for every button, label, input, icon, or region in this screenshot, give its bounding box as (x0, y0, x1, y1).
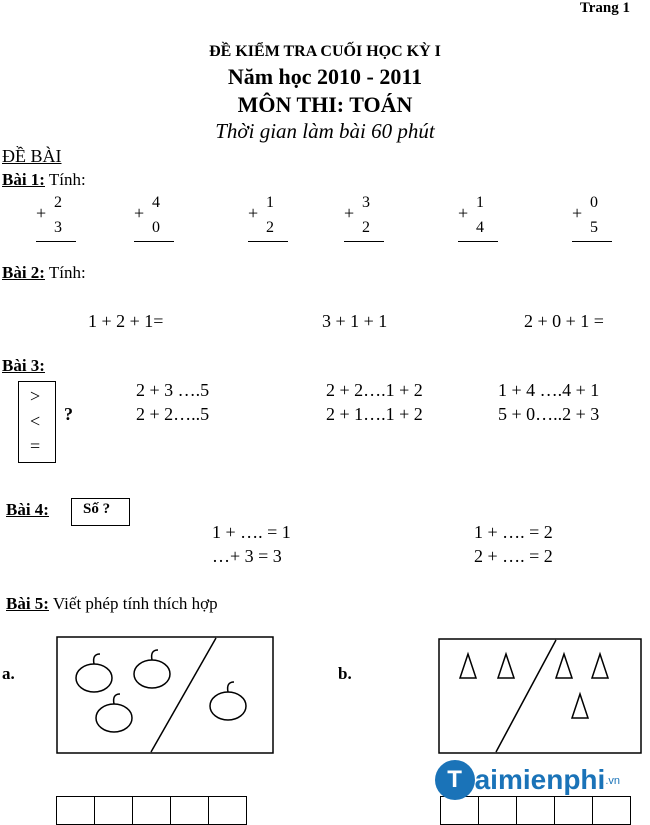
answer-cell[interactable] (171, 797, 209, 824)
bai2-expression-2: 3 + 1 + 1 (322, 311, 388, 331)
exam-title: ĐỀ KIỂM TRA CUỐI HỌC KỲ I (209, 43, 441, 60)
answer-cell[interactable] (441, 797, 479, 824)
bai5-instruction: Viết phép tính thích hợp (48, 594, 218, 613)
bai2-expression-1: 1 + 2 + 1= (88, 311, 164, 331)
addend-bottom: 5 (590, 219, 598, 236)
sum-line (572, 241, 612, 242)
plus-sign: + (248, 203, 259, 223)
bai2-label: Bài 2: (2, 263, 45, 282)
bai1-label: Bài 1: (2, 170, 45, 189)
symbol-equal: = (30, 436, 41, 456)
bai3-row1-col2: 2 + 2….1 + 2 (326, 380, 423, 400)
answer-cell[interactable] (517, 797, 555, 824)
plus-sign: + (344, 203, 355, 223)
sum-line (134, 241, 174, 242)
plus-sign: + (458, 203, 469, 223)
addend-top: 1 (266, 194, 274, 211)
answer-boxes-b[interactable] (440, 796, 631, 825)
bai3-question-mark: ? (64, 404, 73, 424)
addend-top: 1 (476, 194, 484, 211)
bai3-heading (2, 356, 45, 376)
bai3-row1-col3: 1 + 4 ….4 + 1 (498, 380, 600, 400)
time-limit: Thời gian làm bài 60 phút (215, 119, 435, 143)
addend-bottom: 0 (152, 219, 160, 236)
section-title: ĐỀ BÀI (2, 146, 62, 166)
triangle-icon (592, 654, 608, 678)
plus-sign: + (36, 203, 47, 223)
answer-cell[interactable] (95, 797, 133, 824)
sum-line (344, 241, 384, 242)
bai3-row2-col1: 2 + 2…..5 (136, 404, 210, 424)
sum-line (458, 241, 498, 242)
sum-line (36, 241, 76, 242)
bai5-heading (6, 594, 218, 614)
logo-text: aimienphi (474, 764, 606, 795)
bai2-heading (2, 263, 86, 283)
picture-a-frame (57, 637, 273, 753)
triangle-icon (556, 654, 572, 678)
bai2-expression-3: 2 + 0 + 1 = (524, 311, 604, 331)
apple-icon (210, 682, 246, 720)
picture-b-triangles (438, 638, 644, 756)
apple-icon (96, 694, 132, 732)
bai4-left-1: 1 + …. = 1 (212, 522, 291, 542)
bai5-label: Bài 5: (6, 594, 49, 613)
symbol-less: < (30, 411, 41, 431)
bai3-label: Bài 3: (2, 356, 45, 375)
triangle-icon (572, 694, 588, 718)
bai4-left-2: …+ 3 = 3 (212, 546, 282, 566)
apple-icon (134, 650, 170, 688)
triangle-icon (498, 654, 514, 678)
addend-bottom: 2 (362, 219, 370, 236)
part-a-label: a. (2, 664, 15, 683)
addend-bottom: 2 (266, 219, 274, 236)
bai3-row2-col2: 2 + 1….1 + 2 (326, 404, 423, 424)
answer-boxes-a[interactable] (56, 796, 247, 825)
picture-a-apples (56, 636, 276, 756)
addend-top: 2 (54, 194, 62, 211)
answer-cell[interactable] (57, 797, 95, 824)
symbol-greater: > (30, 386, 41, 406)
plus-sign: + (572, 203, 583, 223)
page-number: Trang 1 (579, 0, 630, 16)
answer-cell[interactable] (133, 797, 171, 824)
plus-sign: + (134, 203, 145, 223)
answer-cell[interactable] (479, 797, 517, 824)
addend-top: 4 (152, 194, 160, 211)
bai4-box-text: Số ? (83, 501, 111, 517)
bai4-right-1: 1 + …. = 2 (474, 522, 553, 542)
bai4-heading (6, 500, 49, 520)
school-year: Năm học 2010 - 2011 (227, 64, 423, 89)
answer-cell[interactable] (209, 797, 247, 824)
apple-icon (76, 654, 112, 692)
bai3-row1-col1: 2 + 3 ….5 (136, 380, 210, 400)
answer-cell[interactable] (555, 797, 593, 824)
logo-suffix: .vn (605, 775, 620, 788)
bai4-label: Bài 4: (6, 500, 49, 519)
watermark-logo (435, 760, 620, 800)
logo-icon: T (435, 760, 475, 800)
bai1-heading (2, 170, 86, 190)
answer-cell[interactable] (593, 797, 631, 824)
bai2-instruction: Tính: (44, 263, 86, 282)
subject: MÔN THI: TOÁN (237, 92, 413, 117)
picture-a-divider (151, 638, 216, 752)
bai1-instruction: Tính: (44, 170, 86, 189)
triangle-icon (460, 654, 476, 678)
bai4-right-2: 2 + …. = 2 (474, 546, 553, 566)
bai3-row2-col3: 5 + 0…..2 + 3 (498, 404, 600, 424)
addend-top: 0 (590, 194, 598, 211)
addend-top: 3 (362, 194, 370, 211)
part-b-label: b. (338, 664, 352, 683)
addend-bottom: 3 (54, 219, 62, 236)
addend-bottom: 4 (476, 219, 484, 236)
sum-line (248, 241, 288, 242)
